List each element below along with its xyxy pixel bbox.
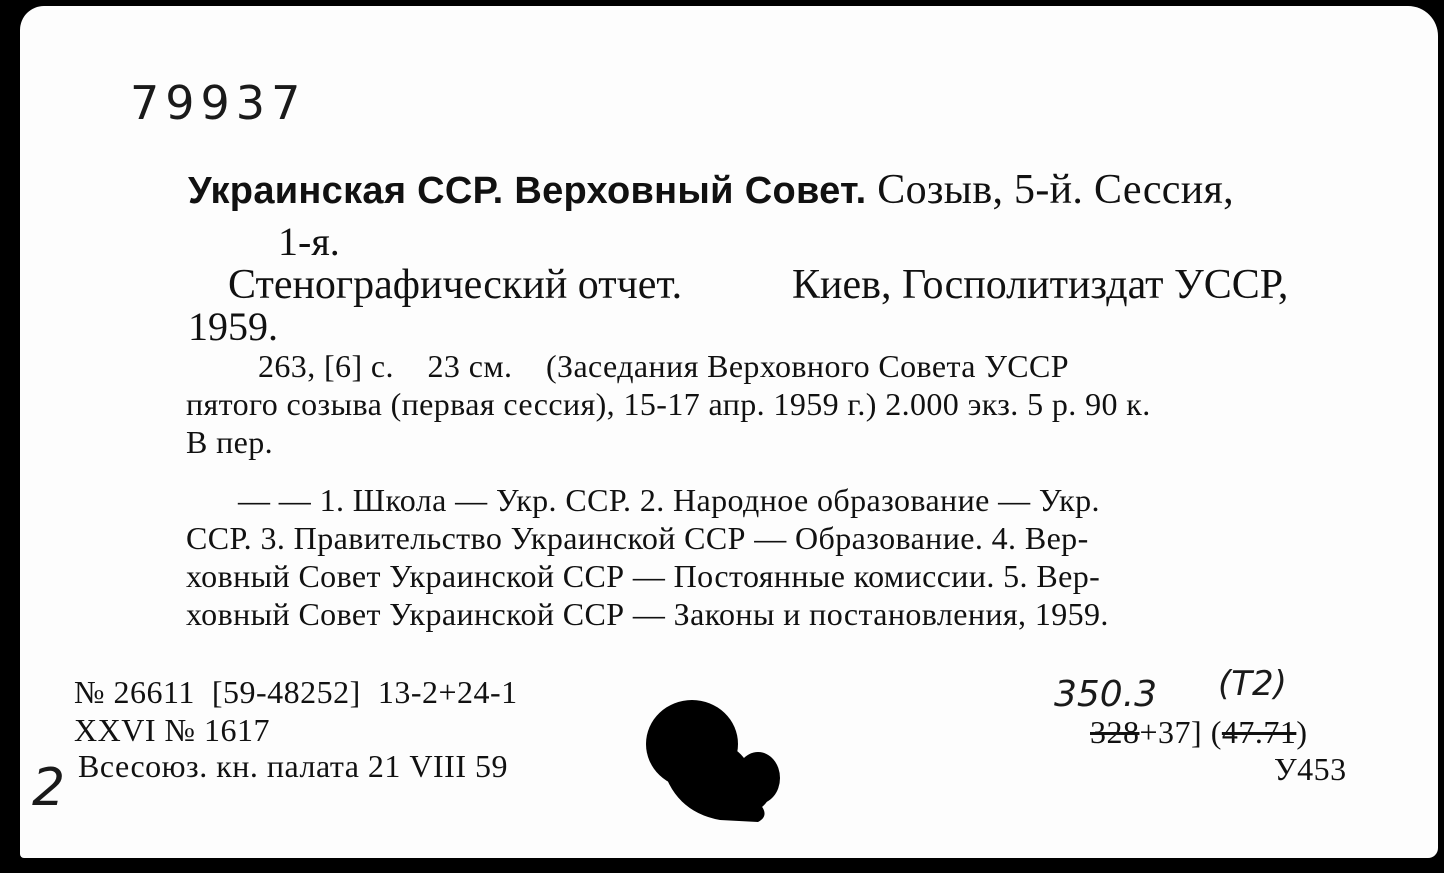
pages-paren-struck: 47.71 (1221, 714, 1297, 750)
footer-chamber: Всесоюз. кн. палата 21 VIII 59 (78, 748, 508, 784)
subjects-line-3: ховный Совет Украинской ССР — Постоянные комиссии. 5. Вер- (186, 558, 1101, 594)
heading-line-1 (188, 166, 1234, 214)
pages-struck: 328 (1090, 714, 1140, 750)
heading-line-2: 1-я. (278, 219, 340, 264)
subjects-line-2: ССР. 3. Правительство Украинской ССР — Образование. 4. Вер- (186, 520, 1089, 556)
collation-line-2: пятого созыва (первая сессия), 15-17 апр. 1959 г.) 2.000 экз. 5 р. 90 к. (186, 386, 1151, 422)
publication-year: 1959. (188, 304, 278, 349)
pages-rest: +37] ( (1139, 714, 1222, 750)
collation-line-3: В пер. (186, 424, 274, 460)
footer-record-number: № 26611 [59-48252] 13-2+24-1 (74, 674, 518, 710)
title: Стенографический отчет. (228, 262, 683, 308)
footer-series-number: XXVI № 1617 (74, 712, 271, 748)
heading-author: Украинская ССР. Верховный Совет. (188, 170, 867, 212)
subjects-line-1: — — 1. Школа — Укр. ССР. 2. Народное образование — Укр. (238, 482, 1100, 518)
initial-mark: 2 (32, 758, 66, 818)
catalog-card (20, 6, 1438, 858)
publication-imprint: Киев, Госполитиздат УССР, (792, 262, 1289, 308)
author-mark: У453 (1274, 751, 1347, 787)
pages-note (1090, 714, 1308, 751)
subjects-line-4: ховный Совет Украинской ССР — Законы и постановления, 1959. (186, 596, 1109, 632)
heading-session: Созыв, 5-й. Сессия, (877, 167, 1234, 213)
collation-line-1: 263, [6] с. 23 см. (Заседания Верховного Совета УССР (258, 348, 1069, 384)
ink-blot-icon (640, 696, 790, 826)
classmark-note: (Т2) (1218, 664, 1287, 704)
classmark: 350.3 (1054, 674, 1158, 715)
pages-close: ) (1296, 714, 1308, 750)
accession-number: 79937 (130, 76, 307, 130)
